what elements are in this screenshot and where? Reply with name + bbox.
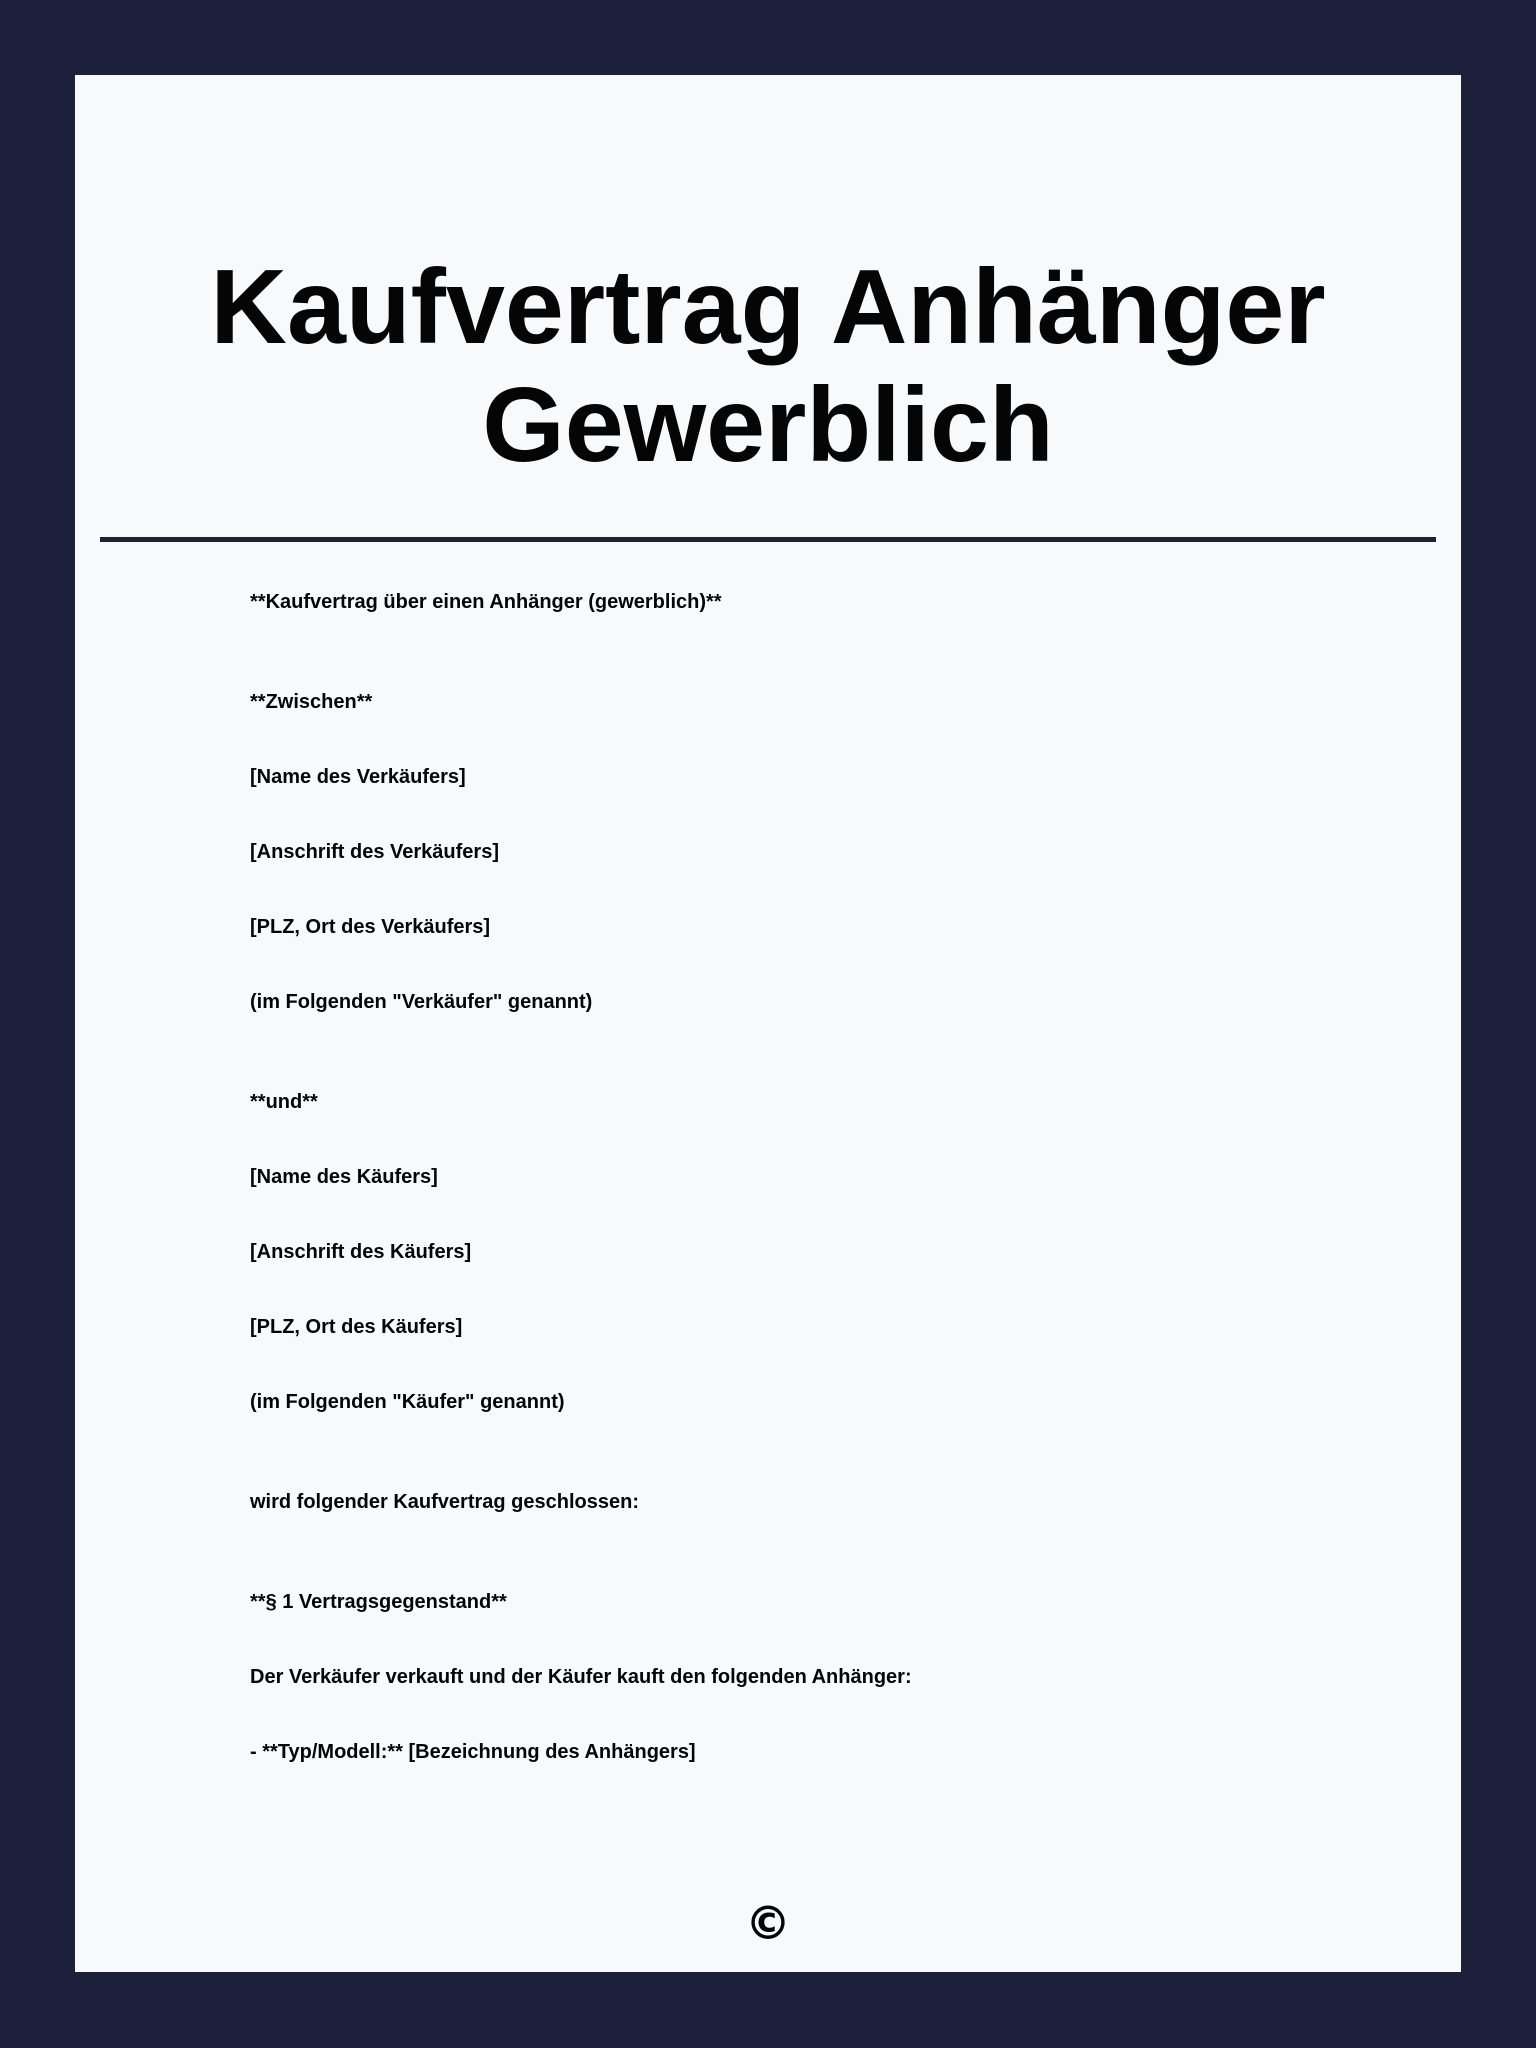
contract-intro: wird folgender Kaufvertrag geschlossen: bbox=[250, 1491, 639, 1513]
copyright-icon: © bbox=[745, 1896, 791, 1950]
seller-city-placeholder: [PLZ, Ort des Verkäufers] bbox=[250, 916, 491, 938]
seller-name-placeholder: [Name des Verkäufers] bbox=[250, 766, 466, 788]
type-model-item: - **Typ/Modell:** [Bezeichnung des Anhängers] bbox=[250, 1741, 696, 1763]
document-page bbox=[75, 75, 1461, 1972]
buyer-designation: (im Folgenden "Käufer" genannt) bbox=[250, 1391, 565, 1413]
seller-address-placeholder: [Anschrift des Verkäufers] bbox=[250, 841, 499, 863]
buyer-name-placeholder: [Name des Käufers] bbox=[250, 1166, 438, 1188]
buyer-city-placeholder: [PLZ, Ort des Käufers] bbox=[250, 1316, 463, 1338]
title-divider bbox=[100, 537, 1436, 542]
title-line-2: Gewerblich bbox=[482, 366, 1054, 484]
document-title bbox=[75, 248, 1461, 484]
and-label: **und** bbox=[250, 1091, 318, 1113]
buyer-address-placeholder: [Anschrift des Käufers] bbox=[250, 1241, 472, 1263]
between-label: **Zwischen** bbox=[250, 691, 373, 713]
contract-heading: **Kaufvertrag über einen Anhänger (gewerblich)** bbox=[250, 591, 722, 613]
title-line-1: Kaufvertrag Anhänger bbox=[210, 248, 1326, 366]
section-1-text: Der Verkäufer verkauft und der Käufer kauft den folgenden Anhänger: bbox=[250, 1666, 912, 1688]
seller-designation: (im Folgenden "Verkäufer" genannt) bbox=[250, 991, 593, 1013]
section-1-heading: **§ 1 Vertragsgegenstand** bbox=[250, 1591, 507, 1613]
